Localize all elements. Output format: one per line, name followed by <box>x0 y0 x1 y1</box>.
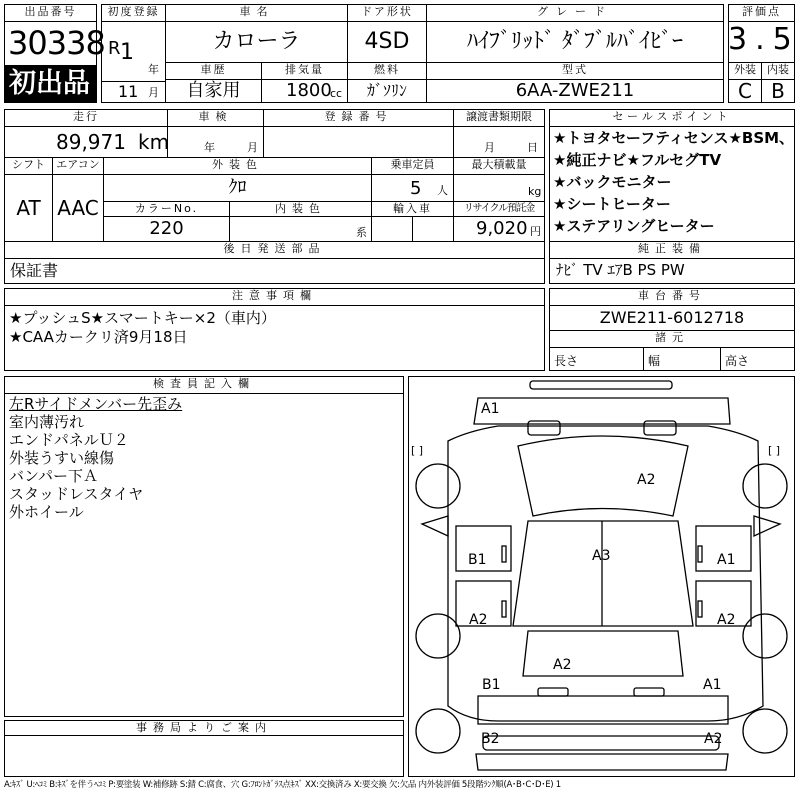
dims-box <box>549 347 795 371</box>
history: 自家用 <box>186 80 241 101</box>
ac: AAC <box>57 196 99 220</box>
history-label: 車歴 <box>165 62 262 80</box>
reg-no-box <box>263 126 454 158</box>
era: R <box>108 38 121 59</box>
dims-divider-1 <box>643 347 644 371</box>
ac-label: エアコン <box>52 157 104 175</box>
shift: AT <box>16 196 41 220</box>
fuel: ｶﾞｿﾘﾝ <box>366 81 407 100</box>
sales-point-2: ★純正ナビ★フルセグTV <box>553 151 722 169</box>
note-2: ★CAAカークリ済9月18日 <box>9 328 188 346</box>
listing-no-label: 出品番号 <box>4 4 97 22</box>
grade: ﾊｲﾌﾞﾘｯﾄﾞ ﾀﾞﾌﾞﾙﾊﾞｲﾋﾞｰ <box>467 29 683 54</box>
interior-label: 内装 <box>761 62 795 80</box>
import-divider <box>412 216 413 242</box>
load-unit: kg <box>528 185 542 198</box>
mark-roof: A3 <box>592 548 611 564</box>
dims-label: 諸元 <box>549 330 795 348</box>
mark-rear-bumper-right: A2 <box>704 731 723 747</box>
door-label: ドア形状 <box>347 4 427 22</box>
exterior: C <box>738 79 752 103</box>
mark-left-rear-fender: B1 <box>482 677 501 693</box>
sales-points-label: セールスポイント <box>549 109 795 127</box>
color-no: 220 <box>149 218 184 239</box>
inspector-line-3: エンドパネルＵ２ <box>9 431 129 449</box>
later-value: 保証書 <box>10 261 59 280</box>
recycle: 9,020 <box>476 218 528 239</box>
month: 11 <box>118 82 139 101</box>
mileage-label: 走行 <box>4 109 168 127</box>
recycle-unit: 円 <box>530 225 541 238</box>
import-label: 輸入車 <box>371 201 454 217</box>
capacity: 5 <box>410 178 422 199</box>
office-label: 事務局よりご案内 <box>4 720 404 736</box>
mark-hood: A2 <box>637 472 656 488</box>
car-diagram <box>408 376 795 777</box>
era-year: 1 <box>120 40 134 65</box>
transfer-month-unit: 月 <box>484 141 495 154</box>
recycle-label: リサイクル預託金 <box>453 201 545 217</box>
height-label: 高さ <box>725 354 750 368</box>
interior-color-box <box>229 216 372 242</box>
door: 4SD <box>364 29 410 54</box>
mark-rear-bumper-left: B2 <box>481 731 500 747</box>
score: 3.5 <box>728 22 800 57</box>
car-name-label: 車名 <box>165 4 348 22</box>
mileage-unit: km <box>138 130 170 154</box>
inspection-label: 車検 <box>167 109 264 127</box>
inspector-line-4: 外装うすい線傷 <box>9 449 115 467</box>
sales-point-3: ★バックモニター <box>553 173 672 191</box>
chassis-label: 車台番号 <box>549 288 795 306</box>
bracket-left-top: [ ] <box>411 444 424 457</box>
notes-label: 注意事項欄 <box>4 288 545 306</box>
color: ｸﾛ <box>228 177 247 198</box>
equipment-label: 純正装備 <box>549 241 795 259</box>
mark-left-rear-door: A2 <box>469 612 488 628</box>
inspector-line-1: 左Rサイドメンバー先歪み <box>9 395 183 413</box>
grade-label: グレード <box>426 4 724 22</box>
listing-no: 30338 <box>8 24 105 62</box>
inspector-line-7: 外ホイール <box>9 503 84 521</box>
inspector-line-6: スタッドレスタイヤ <box>9 485 144 503</box>
transfer-label: 譲渡書類期限 <box>453 109 545 127</box>
mark-right-rear-door: A2 <box>717 612 736 628</box>
bracket-right-top: [ ] <box>768 444 781 457</box>
mark-left-front-door: B1 <box>468 552 487 568</box>
car-name: カローラ <box>212 29 301 54</box>
transfer-day-unit: 日 <box>527 141 538 154</box>
displacement-label: 排気量 <box>261 62 348 80</box>
chassis-number: ZWE211-6012718 <box>599 308 745 327</box>
model-label: 型式 <box>426 62 724 80</box>
office-box <box>4 735 404 777</box>
fuel-label: 燃料 <box>347 62 427 80</box>
inspector-label: 検査員記入欄 <box>4 376 404 394</box>
width-label: 幅 <box>648 354 661 368</box>
interior: B <box>771 79 785 103</box>
sales-point-1: ★トヨタセーフティセンス★BSM、 <box>553 129 795 147</box>
load-label: 最大積載量 <box>453 157 545 175</box>
note-1: ★プッシュS★スマートキー×2（車内） <box>9 309 276 327</box>
displacement-unit: cc <box>330 87 343 100</box>
capacity-unit: 人 <box>437 184 448 197</box>
mark-front-bumper: A1 <box>481 401 500 417</box>
equipment: ﾅﾋﾞ TV ｴｱB PS PW <box>556 261 685 279</box>
legend: A:ｷｽﾞ U:ﾍｺﾐ B:ｷｽﾞを伴うﾍｺﾐ P:要塗装 W:補修跡 S:錆 C:腐食、穴 G:ﾌﾛﾝﾄｶﾞﾗｽ点ｷｽﾞ XX:交換済み X:要交換 欠:欠品 内外装評価 5段階ﾗﾝｸ順(A･B･C･D･E) 1 <box>4 780 561 790</box>
interior-color-unit: 系 <box>356 226 367 239</box>
later-box <box>4 258 545 284</box>
exterior-label: 外装 <box>728 62 762 80</box>
interior-color-label: 内装色 <box>229 201 372 217</box>
displacement: 1800 <box>286 80 332 101</box>
sales-point-5: ★ステアリングヒーター <box>553 217 715 235</box>
model: 6AA-ZWE211 <box>515 80 635 101</box>
reg-no-label: 登録番号 <box>263 109 454 127</box>
color-no-label: カラーNo. <box>103 201 230 217</box>
first-listing: 初出品 <box>9 68 90 99</box>
dims-divider-2 <box>720 347 721 371</box>
inspector-line-5: バンパー下Ａ <box>9 467 98 485</box>
inspector-line-2: 室内薄汚れ <box>9 413 85 431</box>
score-label: 評価点 <box>728 4 795 22</box>
color-label: 外装色 <box>103 157 372 175</box>
mileage: 89,971 <box>56 130 126 154</box>
inspection-month-unit: 月 <box>247 141 258 154</box>
year-unit: 年 <box>148 63 159 76</box>
sales-point-4: ★シートヒーター <box>553 195 671 213</box>
shift-label: シフト <box>4 157 53 175</box>
mark-trunk: A2 <box>553 657 572 673</box>
inspection-year-unit: 年 <box>204 141 215 154</box>
mark-right-rear-fender: A1 <box>703 677 722 693</box>
mark-right-front-door: A1 <box>717 552 736 568</box>
later-label: 後日発送部品 <box>4 241 545 259</box>
length-label: 長さ <box>554 354 579 368</box>
capacity-label: 乗車定員 <box>371 157 454 175</box>
month-unit: 月 <box>148 86 159 99</box>
first-reg-label: 初度登録 <box>101 4 166 22</box>
